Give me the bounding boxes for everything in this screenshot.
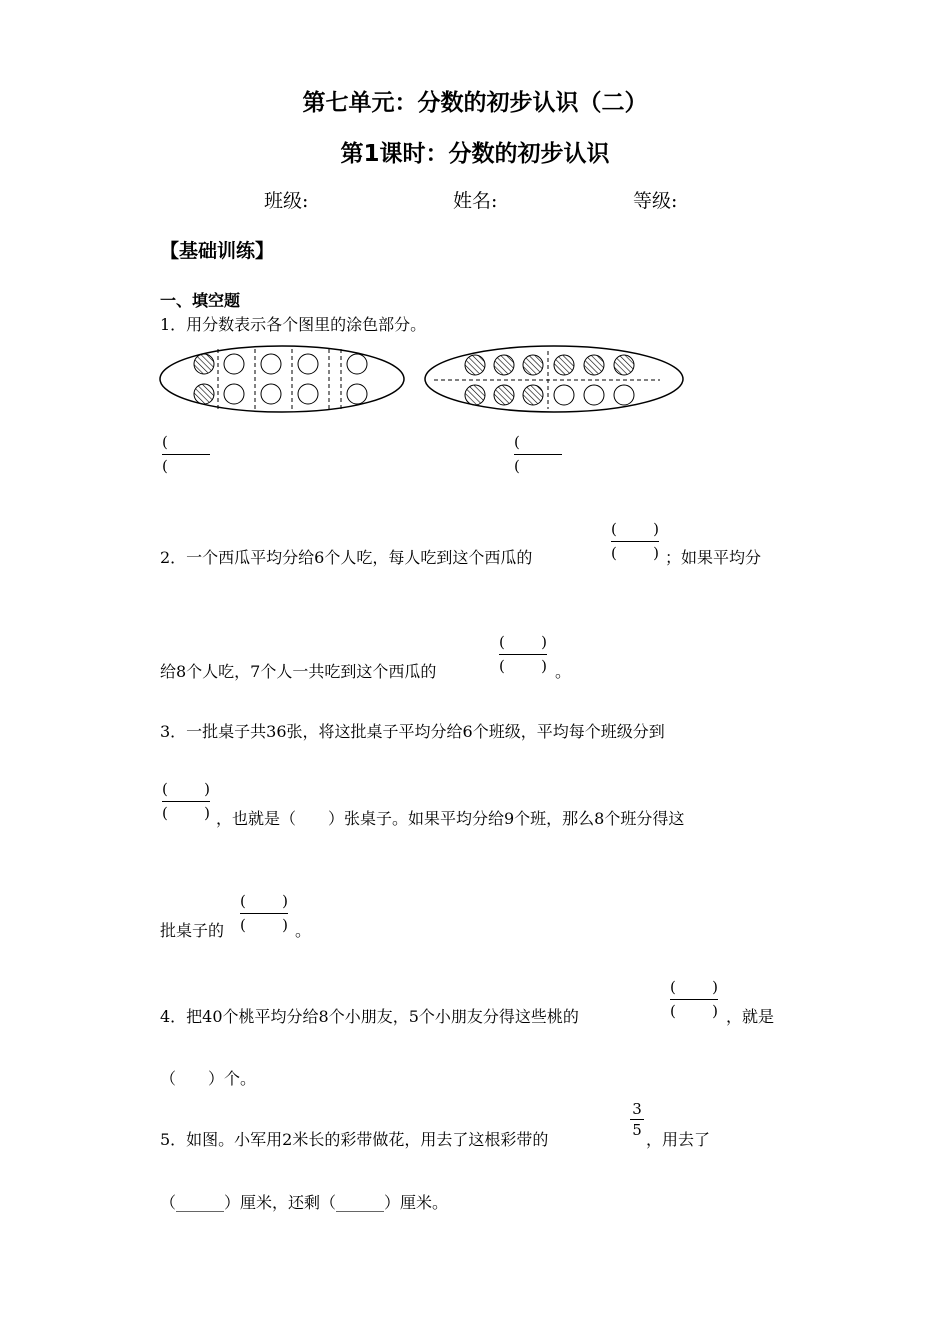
fraction-blank-q2a[interactable]: ( ) ( ) [611,520,659,562]
figure-1-ellipse [155,343,410,415]
name-label: 姓名: [453,190,498,212]
section-heading: 【基础训练】 [160,240,275,262]
question-3-part-b: ，也就是（ ）张桌子。如果平均分给9个班，那么8个班分得这 [216,809,685,828]
fraction-blank-fig1[interactable]: ( ( [160,433,212,479]
fraction-blank-fig2[interactable]: ( ( [512,433,564,479]
fraction-three-fifths [630,1100,644,1139]
question-4-part-c: （ ）个。 [160,1069,257,1088]
question-2-part-d: 。 [555,662,572,681]
question-2-part-a: 2．一个西瓜平均分给6个人吃，每人吃到这个西瓜的 [160,548,533,567]
question-3-part-c: 批桌子的 [160,921,225,940]
fraction-denominator: 5 [632,1121,642,1139]
grade-label: 等级: [633,190,678,212]
question-4-part-b: ，就是 [726,1007,775,1026]
fraction-blank-q4[interactable]: ( ) ( ) [670,978,718,1020]
question-2-part-c: 给8个人吃，7个人一共吃到这个西瓜的 [160,662,437,681]
question-4-part-a: 4．把40个桃平均分给8个小朋友，5个小朋友分得这些桃的 [160,1007,579,1026]
class-label: 班级: [264,190,309,212]
question-5-part-b: ，用去了 [646,1130,711,1149]
unit-title: 第七单元：分数的初步认识（二） [302,90,648,116]
figure-2-ellipse [420,343,688,415]
question-5-part-c: （______）厘米，还剩（______）厘米。 [160,1193,449,1212]
question-1: 1．用分数表示各个图里的涂色部分。 [160,315,427,334]
question-3-part-a: 3．一批桌子共36张，将这批桌子平均分给6个班级，平均每个班级分到 [160,722,665,741]
question-5-part-a: 5．如图。小军用2米长的彩带做花，用去了这根彩带的 [160,1130,549,1149]
fraction-blank-q3a[interactable]: ( ) ( ) [162,780,210,822]
fraction-blank-q3b[interactable]: ( ) ( ) [240,892,288,934]
section-subheading: 一、填空题 [160,291,241,310]
fraction-numerator: 3 [632,1100,642,1118]
question-2-part-b: ；如果平均分 [665,548,762,567]
fraction-blank-q2b[interactable]: ( ) ( ) [499,633,547,675]
lesson-title: 第1课时：分数的初步认识 [340,141,610,167]
question-3-part-d: 。 [295,921,312,940]
